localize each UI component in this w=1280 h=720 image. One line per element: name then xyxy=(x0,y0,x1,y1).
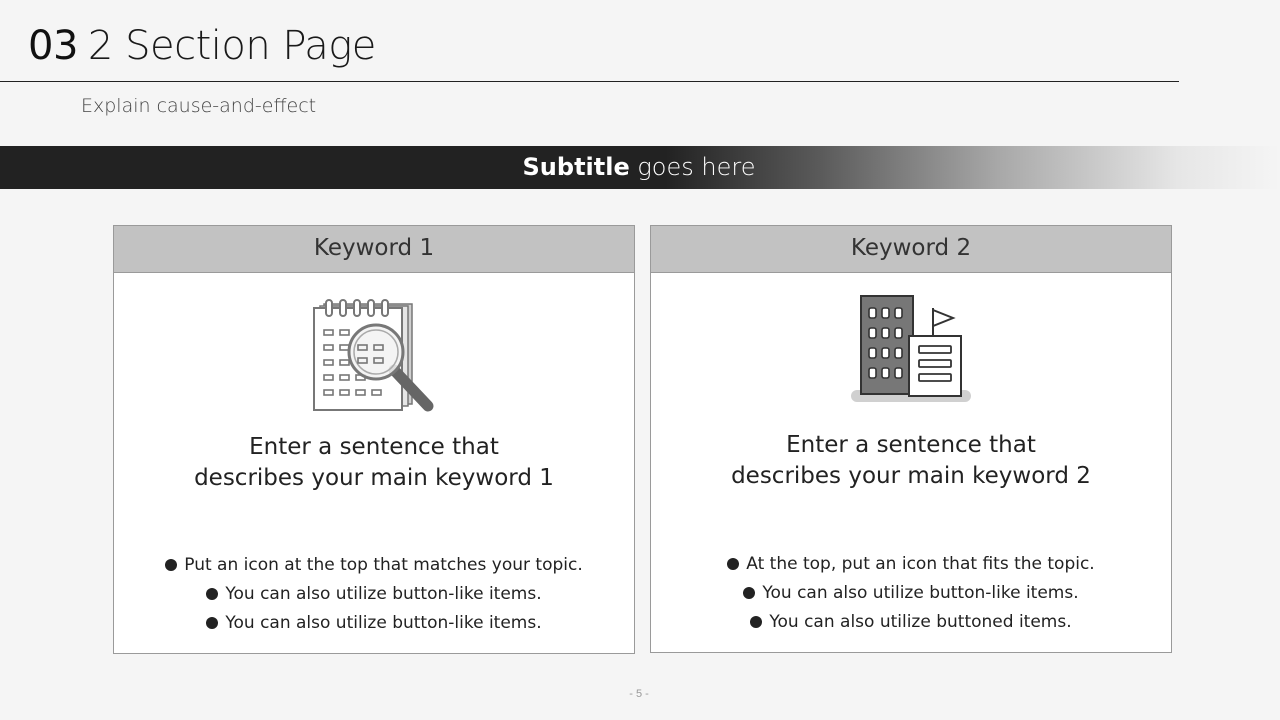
subtitle-rest: goes here xyxy=(637,153,756,181)
list-item: You can also utilize buttoned items. xyxy=(651,608,1171,637)
keyword-sentence xyxy=(651,430,1171,492)
list-item: You can also utilize button-like items. xyxy=(114,580,634,609)
sentence-line-1: Enter a sentence that xyxy=(786,432,1036,458)
list-item: At the top, put an icon that fits the topic. xyxy=(651,550,1171,579)
slide-title xyxy=(28,22,376,70)
keyword-card-2 xyxy=(650,225,1172,653)
list-item: You can also utilize button-like items. xyxy=(114,609,634,638)
calendar-search-icon xyxy=(306,294,442,419)
buildings-icon xyxy=(849,294,973,411)
bullet-list xyxy=(114,551,634,638)
card-heading: Keyword 2 xyxy=(651,226,1171,273)
sentence-line-2: describes your main keyword 2 xyxy=(731,463,1091,489)
title-divider xyxy=(0,81,1179,82)
keyword-card-1 xyxy=(113,225,635,654)
section-title: 2 Section Page xyxy=(87,23,376,69)
sentence-line-2: describes your main keyword 1 xyxy=(194,465,554,491)
list-item: You can also utilize button-like items. xyxy=(651,579,1171,608)
keyword-sentence xyxy=(114,432,634,494)
sentence-line-1: Enter a sentence that xyxy=(249,434,499,460)
subtitle-text xyxy=(0,146,1278,189)
subtitle-band xyxy=(0,146,1280,189)
section-number: 03 xyxy=(28,23,78,69)
lead-text: Explain cause-and-effect xyxy=(81,95,317,117)
bullet-list xyxy=(651,550,1171,637)
subtitle-bold: Subtitle xyxy=(522,153,630,181)
page-number: - 5 - xyxy=(629,688,649,700)
card-heading: Keyword 1 xyxy=(114,226,634,273)
list-item: Put an icon at the top that matches your topic. xyxy=(114,551,634,580)
